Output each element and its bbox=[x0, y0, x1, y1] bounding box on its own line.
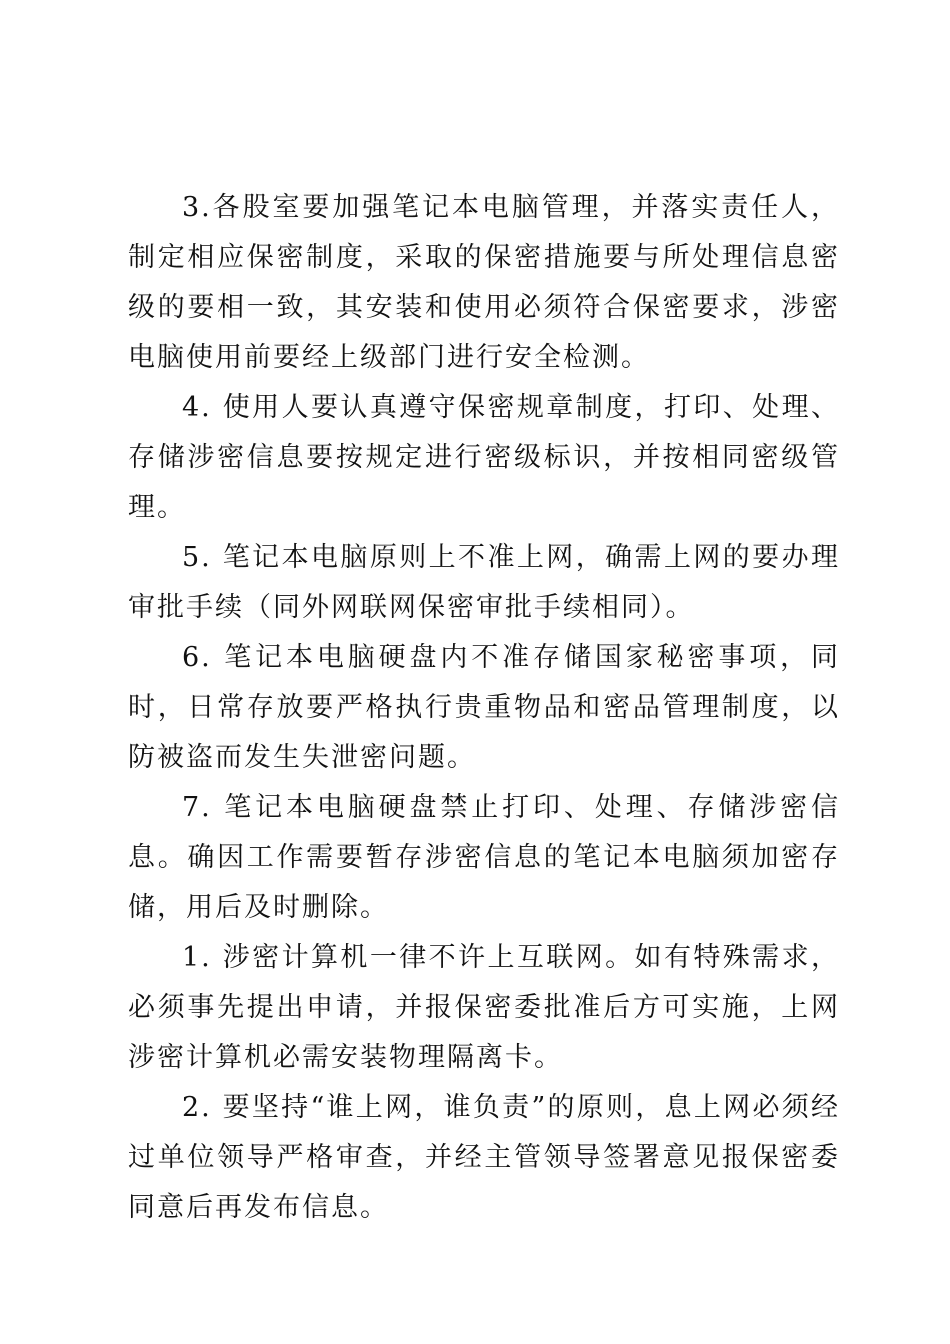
paragraph-item-5: 5. 笔记本电脑原则上不准上网，确需上网的要办理审批手续（同外网联网保密审批手续相同）。 bbox=[128, 542, 840, 623]
paragraph-item-1: 1. 涉密计算机一律不许上互联网。如有特殊需求，必须事先提出申请，并报保密委批准后方可实施，上网涉密计算机必需安装物理隔离卡。 bbox=[128, 942, 840, 1073]
paragraph-item-3: 3.各股室要加强笔记本电脑管理，并落实责任人，制定相应保密制度，采取的保密措施要与所处理信息密级的要相一致，其安装和使用必须符合保密要求，涉密电脑使用前要经上级部门进行安全检测。 bbox=[128, 192, 840, 373]
paragraph-item-2: 2. 要坚持“谁上网，谁负责”的原则，息上网必须经过单位领导严格审查，并经主管领导签署意见报保密委同意后再发布信息。 bbox=[128, 1092, 840, 1223]
document-body bbox=[128, 183, 840, 1233]
paragraph-item-7: 7. 笔记本电脑硬盘禁止打印、处理、存储涉密信息。确因工作需要暂存涉密信息的笔记本电脑须加密存储，用后及时删除。 bbox=[128, 792, 840, 923]
paragraph-item-4: 4. 使用人要认真遵守保密规章制度，打印、处理、存储涉密信息要按规定进行密级标识，并按相同密级管理。 bbox=[128, 392, 840, 523]
paragraph-item-6: 6. 笔记本电脑硬盘内不准存储国家秘密事项，同时，日常存放要严格执行贵重物品和密品管理制度，以防被盗而发生失泄密问题。 bbox=[128, 642, 840, 773]
